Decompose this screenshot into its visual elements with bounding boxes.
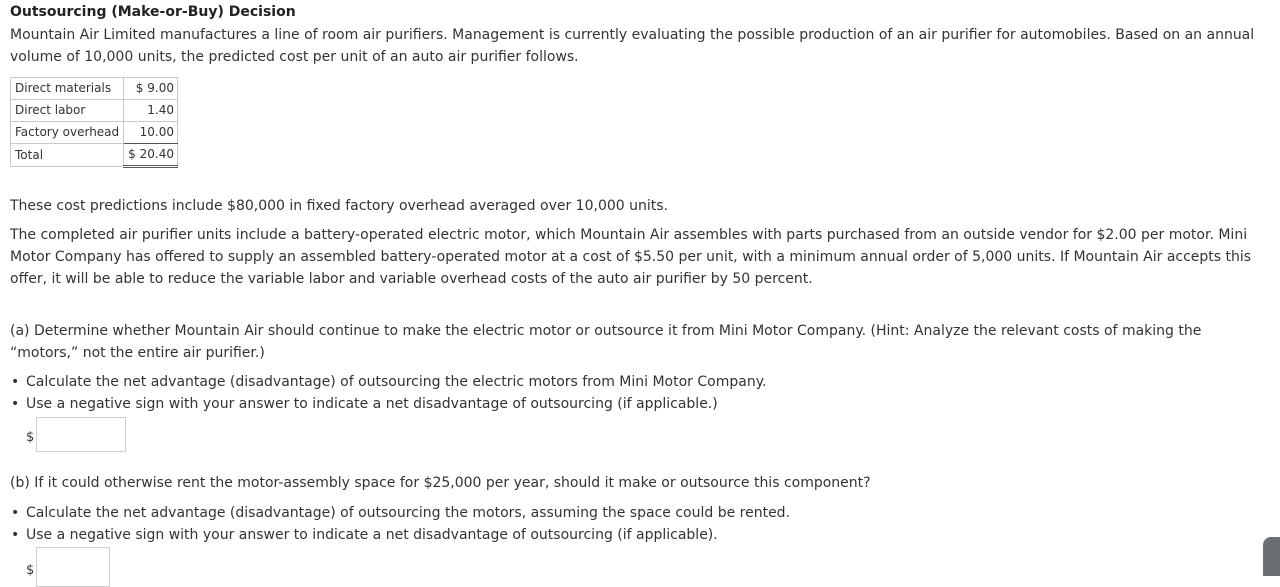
cost-value: $ 20.40	[124, 144, 178, 167]
list-item: • Calculate the net advantage (disadvantage) of outsourcing the electric motors from Mini Motor Company.	[26, 371, 1268, 393]
cost-label: Total	[11, 144, 124, 167]
table-row	[11, 78, 178, 100]
part-b-answer-row	[26, 547, 1268, 587]
intro-paragraph: Mountain Air Limited manufactures a line of room air purifiers. Management is currently evaluating the possible production of an air purifier for automobiles. Based on an annual volume of 10,000 units, the predicted cost per unit of an auto air purifier follows.	[10, 27, 1255, 65]
part-a-instructions	[10, 371, 1268, 415]
part-a-answer-row	[26, 417, 1268, 452]
cost-value: 1.40	[124, 100, 178, 122]
dollar-sign: $	[26, 430, 35, 445]
part-b-question: (b) If it could otherwise rent the motor-assembly space for $25,000 per year, should it make or outsource this component?	[10, 475, 871, 491]
part-b-answer-input[interactable]	[36, 547, 110, 587]
list-item: • Use a negative sign with your answer to indicate a net disadvantage of outsourcing (if applicable).	[26, 524, 1268, 546]
fixed-overhead-paragraph: These cost predictions include $80,000 in fixed factory overhead averaged over 10,000 units.	[10, 198, 668, 214]
dollar-sign: $	[26, 562, 35, 578]
part-b-instructions	[10, 502, 1268, 546]
table-row	[11, 122, 178, 144]
cost-value: 10.00	[124, 122, 178, 144]
cost-label: Direct labor	[11, 100, 124, 122]
side-panel-tab[interactable]	[1263, 537, 1280, 576]
cost-label: Factory overhead	[11, 122, 124, 144]
part-a-answer-input[interactable]	[36, 417, 126, 452]
part-a-question: (a) Determine whether Mountain Air should continue to make the electric motor or outsource it from Mini Motor Company. (Hint: Analyze the relevant costs of making the “motors,” not the entire air purifier.)	[10, 323, 1202, 361]
list-item: • Use a negative sign with your answer to indicate a net disadvantage of outsourcing (if applicable.)	[26, 393, 1268, 415]
problem-title: Outsourcing (Make-or-Buy) Decision	[10, 4, 296, 20]
list-item: • Calculate the net advantage (disadvantage) of outsourcing the motors, assuming the space could be rented.	[26, 502, 1268, 524]
problem-content	[10, 0, 1268, 587]
offer-paragraph: The completed air purifier units include a battery-operated electric motor, which Mountain Air assembles with parts purchased from an outside vendor for $2.00 per motor. Mini Motor Company has offered to supply an assembled battery-operated motor at a cost of $5.50 per unit, with a minimum annual order of 5,000 units. If Mountain Air accepts this offer, it will be able to reduce the variable labor and variable overhead costs of the auto air purifier by 50 percent.	[10, 227, 1252, 287]
table-row	[11, 144, 178, 167]
cost-table	[10, 77, 178, 168]
cost-value: $ 9.00	[124, 78, 178, 100]
cost-label: Direct materials	[11, 78, 124, 100]
table-row	[11, 100, 178, 122]
